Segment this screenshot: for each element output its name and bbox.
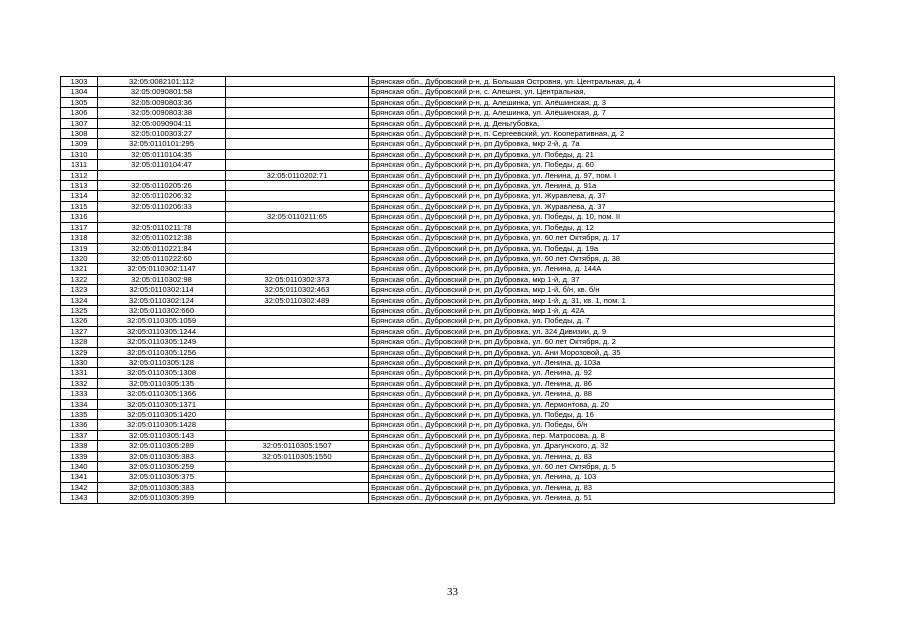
registry-table — [60, 76, 835, 504]
cadastral-number-cell: 32:05:0110305:1244 — [98, 326, 226, 336]
address-cell: Брянская обл., Дубровский р-н, рп Дубровка, ул. Победы, б/н — [369, 420, 835, 430]
table-row — [61, 264, 835, 274]
cadastral-number-cell: 32:05:0110305:375 — [98, 472, 226, 482]
address-cell: Брянская обл., Дубровский р-н, рп Дубровка, ул. 60 лет Октября, д. 17 — [369, 233, 835, 243]
address-cell: Брянская обл., Дубровский р-н, рп Дубровка, ул. Ленина, д. 83 — [369, 482, 835, 492]
page-number: 33 — [447, 586, 458, 598]
address-cell: Брянская обл., Дубровский р-н, рп Дубровка, ул. Журавлева, д. 37 — [369, 191, 835, 201]
cadastral-number-cell: 32:05:0100303:27 — [98, 129, 226, 139]
address-cell: Брянская обл., Дубровский р-н, с. Алешня, ул. Центральная, — [369, 87, 835, 97]
building-cadastral-number-cell — [226, 118, 369, 128]
building-cadastral-number-cell — [226, 420, 369, 430]
cadastral-number-cell: 32:05:0110305:1428 — [98, 420, 226, 430]
cadastral-number-cell — [98, 212, 226, 222]
address-cell: Брянская обл., Дубровский р-н, рп Дубровка, ул. Победы, д. 60 — [369, 160, 835, 170]
cadastral-number-cell: 32:05:0090904:11 — [98, 118, 226, 128]
address-cell: Брянская обл., Дубровский р-н, рп Дубровка, мкр 1-й, д. 37 — [369, 274, 835, 284]
table-row — [61, 368, 835, 378]
row-number-cell: 1320 — [61, 253, 98, 263]
building-cadastral-number-cell — [226, 222, 369, 232]
table-row — [61, 191, 835, 201]
row-number-cell: 1316 — [61, 212, 98, 222]
address-cell: Брянская обл., Дубровский р-н, рп Дубровка, ул. Победы, д. 19а — [369, 243, 835, 253]
address-cell: Брянская обл., Дубровский р-н, рп Дубровка, мкр 2-й, д. 7а — [369, 139, 835, 149]
building-cadastral-number-cell — [226, 389, 369, 399]
row-number-cell: 1332 — [61, 378, 98, 388]
address-cell: Брянская обл., Дубровский р-н, рп Дубровка, ул. Победы, д. 21 — [369, 149, 835, 159]
row-number-cell: 1333 — [61, 389, 98, 399]
cadastral-number-cell: 32:05:0110305:383 — [98, 451, 226, 461]
cadastral-number-cell: 32:05:0090803:38 — [98, 108, 226, 118]
row-number-cell: 1327 — [61, 326, 98, 336]
row-number-cell: 1313 — [61, 181, 98, 191]
cadastral-number-cell: 32:05:0110305:399 — [98, 493, 226, 503]
row-number-cell: 1341 — [61, 472, 98, 482]
cadastral-number-cell: 32:05:0110302:98 — [98, 274, 226, 284]
building-cadastral-number-cell — [226, 493, 369, 503]
building-cadastral-number-cell — [226, 77, 369, 87]
building-cadastral-number-cell — [226, 337, 369, 347]
row-number-cell: 1312 — [61, 170, 98, 180]
building-cadastral-number-cell — [226, 430, 369, 440]
address-cell: Брянская обл., Дубровский р-н, рп Дубровка, мкр 1-й, б/н, кв. б/н — [369, 285, 835, 295]
cadastral-number-cell: 32:05:0110305:1371 — [98, 399, 226, 409]
table-row — [61, 389, 835, 399]
table-row — [61, 201, 835, 211]
building-cadastral-number-cell — [226, 368, 369, 378]
building-cadastral-number-cell — [226, 108, 369, 118]
table-row — [61, 170, 835, 180]
table-row — [61, 441, 835, 451]
address-cell: Брянская обл., Дубровский р-н, рп Дубровка, ул. Ленина, д. 103 — [369, 472, 835, 482]
cadastral-number-cell: 32:05:0110305:135 — [98, 378, 226, 388]
cadastral-number-cell: 32:05:0090803:36 — [98, 97, 226, 107]
table-row — [61, 420, 835, 430]
cadastral-number-cell — [98, 170, 226, 180]
table-row — [61, 410, 835, 420]
row-number-cell: 1321 — [61, 264, 98, 274]
table-row — [61, 77, 835, 87]
cadastral-number-cell: 32:05:0090801:58 — [98, 87, 226, 97]
cadastral-number-cell: 32:05:0110305:259 — [98, 462, 226, 472]
row-number-cell: 1331 — [61, 368, 98, 378]
row-number-cell: 1338 — [61, 441, 98, 451]
address-cell: Брянская обл., Дубровский р-н, рп Дубровка, ул. Ленина, д. 144А — [369, 264, 835, 274]
address-cell: Брянская обл., Дубровский р-н, рп Дубровка, ул. 60 лет Октября, д. 38 — [369, 253, 835, 263]
building-cadastral-number-cell — [226, 129, 369, 139]
address-cell: Брянская обл., Дубровский р-н, рп Дубровка, ул. Ленина, д. 88 — [369, 389, 835, 399]
building-cadastral-number-cell: 32:05:0110302:463 — [226, 285, 369, 295]
building-cadastral-number-cell — [226, 191, 369, 201]
table-row — [61, 212, 835, 222]
table-row — [61, 337, 835, 347]
table-row — [61, 181, 835, 191]
table-row — [61, 222, 835, 232]
table-row — [61, 233, 835, 243]
table-row — [61, 357, 835, 367]
row-number-cell: 1334 — [61, 399, 98, 409]
table-row — [61, 430, 835, 440]
building-cadastral-number-cell — [226, 149, 369, 159]
address-cell: Брянская обл., Дубровский р-н, рп Дубровка, ул. 60 лет Октября, д. 5 — [369, 462, 835, 472]
row-number-cell: 1305 — [61, 97, 98, 107]
building-cadastral-number-cell: 32:05:0110302:373 — [226, 274, 369, 284]
address-cell: Брянская обл., Дубровский р-н, рп Дубровка, ул. Ани Морозовой, д. 35 — [369, 347, 835, 357]
cadastral-number-cell: 32:05:0110305:1256 — [98, 347, 226, 357]
building-cadastral-number-cell — [226, 378, 369, 388]
row-number-cell: 1310 — [61, 149, 98, 159]
building-cadastral-number-cell — [226, 160, 369, 170]
row-number-cell: 1339 — [61, 451, 98, 461]
table-row — [61, 462, 835, 472]
row-number-cell: 1325 — [61, 305, 98, 315]
table-row — [61, 472, 835, 482]
address-cell: Брянская обл., Дубровский р-н, рп Дубровка, ул. Ленина, д. 91а — [369, 181, 835, 191]
row-number-cell: 1314 — [61, 191, 98, 201]
table-row — [61, 139, 835, 149]
row-number-cell: 1326 — [61, 316, 98, 326]
table-row — [61, 378, 835, 388]
table-row — [61, 451, 835, 461]
table-row — [61, 274, 835, 284]
cadastral-number-cell: 32:05:0110302:1147 — [98, 264, 226, 274]
address-cell: Брянская обл., Дубровский р-н, рп Дубровка, пер. Матросова, д. 8 — [369, 430, 835, 440]
building-cadastral-number-cell — [226, 305, 369, 315]
building-cadastral-number-cell: 32:05:0110211:65 — [226, 212, 369, 222]
row-number-cell: 1315 — [61, 201, 98, 211]
address-cell: Брянская обл., Дубровский р-н, рп Дубровка, ул. Ленина, д. 103а — [369, 357, 835, 367]
row-number-cell: 1304 — [61, 87, 98, 97]
address-cell: Брянская обл., Дубровский р-н, д. Деньгубовка, — [369, 118, 835, 128]
building-cadastral-number-cell — [226, 181, 369, 191]
table-row — [61, 108, 835, 118]
address-cell: Брянская обл., Дубровский р-н, рп Дубровка, ул. Ленина, д. 51 — [369, 493, 835, 503]
address-cell: Брянская обл., Дубровский р-н, рп Дубровка, ул. Драгунского, д. 32 — [369, 441, 835, 451]
address-cell: Брянская обл., Дубровский р-н, рп Дубровка, мкр 1-й, д. 42А — [369, 305, 835, 315]
cadastral-number-cell: 32:05:0110221:84 — [98, 243, 226, 253]
building-cadastral-number-cell — [226, 264, 369, 274]
building-cadastral-number-cell — [226, 326, 369, 336]
address-cell: Брянская обл., Дубровский р-н, д. Большая Островня, ул. Центральная, д. 4 — [369, 77, 835, 87]
row-number-cell: 1309 — [61, 139, 98, 149]
cadastral-number-cell: 32:05:0110101:295 — [98, 139, 226, 149]
building-cadastral-number-cell: 32:05:0110302:489 — [226, 295, 369, 305]
table-row — [61, 149, 835, 159]
cadastral-number-cell: 32:05:0110302:660 — [98, 305, 226, 315]
row-number-cell: 1340 — [61, 462, 98, 472]
address-cell: Брянская обл., Дубровский р-н, рп Дубровка, ул. 324 Дивизии, д. 9 — [369, 326, 835, 336]
cadastral-number-cell: 32:05:0110305:1308 — [98, 368, 226, 378]
building-cadastral-number-cell — [226, 253, 369, 263]
table-row — [61, 482, 835, 492]
address-cell: Брянская обл., Дубровский р-н, рп Дубровка, ул. Победы, д. 7 — [369, 316, 835, 326]
building-cadastral-number-cell — [226, 482, 369, 492]
address-cell: Брянская обл., Дубровский р-н, рп Дубровка, мкр 1-й, д. 31, кв. 1, пом. 1 — [369, 295, 835, 305]
table-row — [61, 243, 835, 253]
address-cell: Брянская обл., Дубровский р-н, рп Дубровка, ул. Журавлева, д. 37 — [369, 201, 835, 211]
cadastral-number-cell: 32:05:0110305:1420 — [98, 410, 226, 420]
row-number-cell: 1329 — [61, 347, 98, 357]
building-cadastral-number-cell — [226, 201, 369, 211]
table-row — [61, 285, 835, 295]
cadastral-number-cell: 32:05:0110305:1059 — [98, 316, 226, 326]
cadastral-number-cell: 32:05:0110302:114 — [98, 285, 226, 295]
table-row — [61, 129, 835, 139]
table-row — [61, 316, 835, 326]
row-number-cell: 1336 — [61, 420, 98, 430]
cadastral-number-cell: 32:05:0110305:383 — [98, 482, 226, 492]
row-number-cell: 1328 — [61, 337, 98, 347]
table-row — [61, 326, 835, 336]
cadastral-number-cell: 32:05:0110205:26 — [98, 181, 226, 191]
building-cadastral-number-cell: 32:05:0110305:1507 — [226, 441, 369, 451]
table-row — [61, 305, 835, 315]
building-cadastral-number-cell — [226, 357, 369, 367]
row-number-cell: 1303 — [61, 77, 98, 87]
cadastral-number-cell: 32:05:0110206:33 — [98, 201, 226, 211]
row-number-cell: 1335 — [61, 410, 98, 420]
row-number-cell: 1323 — [61, 285, 98, 295]
address-cell: Брянская обл., Дубровский р-н, рп Дубровка, ул. Лермонтова, д. 20 — [369, 399, 835, 409]
building-cadastral-number-cell — [226, 410, 369, 420]
table-row — [61, 118, 835, 128]
address-cell: Брянская обл., Дубровский р-н, д. Алешинка, ул. Алёшинская, д. 3 — [369, 97, 835, 107]
table-row — [61, 253, 835, 263]
address-cell: Брянская обл., Дубровский р-н, рп Дубровка, ул. Ленина, д. 92 — [369, 368, 835, 378]
cadastral-number-cell: 32:05:0110206:32 — [98, 191, 226, 201]
cadastral-number-cell: 32:05:0110212:38 — [98, 233, 226, 243]
cadastral-number-cell: 32:05:0110305:289 — [98, 441, 226, 451]
address-cell: Брянская обл., Дубровский р-н, д. Алешинка, ул. Алёшинская, д. 7 — [369, 108, 835, 118]
cadastral-number-cell: 32:05:0110305:1366 — [98, 389, 226, 399]
cadastral-number-cell: 32:05:0110104:47 — [98, 160, 226, 170]
building-cadastral-number-cell — [226, 139, 369, 149]
address-cell: Брянская обл., Дубровский р-н, рп Дубровка, ул. Ленина, д. 83 — [369, 451, 835, 461]
cadastral-number-cell: 32:05:0082101:112 — [98, 77, 226, 87]
address-cell: Брянская обл., Дубровский р-н, рп Дубровка, ул. Ленина, д. 86 — [369, 378, 835, 388]
building-cadastral-number-cell: 32:05:0110202:71 — [226, 170, 369, 180]
table-row — [61, 295, 835, 305]
building-cadastral-number-cell — [226, 97, 369, 107]
table-row — [61, 160, 835, 170]
building-cadastral-number-cell — [226, 243, 369, 253]
building-cadastral-number-cell — [226, 462, 369, 472]
cadastral-number-cell: 32:05:0110302:124 — [98, 295, 226, 305]
row-number-cell: 1330 — [61, 357, 98, 367]
address-cell: Брянская обл., Дубровский р-н, п. Сергеевский, ул. Кооперативная, д. 2 — [369, 129, 835, 139]
address-cell: Брянская обл., Дубровский р-н, рп Дубровка, ул. Победы, д. 12 — [369, 222, 835, 232]
row-number-cell: 1307 — [61, 118, 98, 128]
cadastral-number-cell: 32:05:0110305:128 — [98, 357, 226, 367]
cadastral-number-cell: 32:05:0110222:60 — [98, 253, 226, 263]
table-row — [61, 87, 835, 97]
registry-table-body — [61, 77, 835, 504]
address-cell: Брянская обл., Дубровский р-н, рп Дубровка, ул. 60 лет Октября, д. 2 — [369, 337, 835, 347]
row-number-cell: 1324 — [61, 295, 98, 305]
building-cadastral-number-cell: 32:05:0110305:1550 — [226, 451, 369, 461]
building-cadastral-number-cell — [226, 87, 369, 97]
table-row — [61, 97, 835, 107]
address-cell: Брянская обл., Дубровский р-н, рп Дубровка, ул. Победы, д. 16 — [369, 410, 835, 420]
table-row — [61, 347, 835, 357]
row-number-cell: 1337 — [61, 430, 98, 440]
address-cell: Брянская обл., Дубровский р-н, рп Дубровка, ул. Победы, д. 10, пом. II — [369, 212, 835, 222]
building-cadastral-number-cell — [226, 399, 369, 409]
building-cadastral-number-cell — [226, 316, 369, 326]
row-number-cell: 1322 — [61, 274, 98, 284]
row-number-cell: 1308 — [61, 129, 98, 139]
row-number-cell: 1318 — [61, 233, 98, 243]
row-number-cell: 1319 — [61, 243, 98, 253]
building-cadastral-number-cell — [226, 472, 369, 482]
cadastral-number-cell: 32:05:0110305:143 — [98, 430, 226, 440]
row-number-cell: 1311 — [61, 160, 98, 170]
cadastral-number-cell: 32:05:0110104:35 — [98, 149, 226, 159]
cadastral-number-cell: 32:05:0110305:1249 — [98, 337, 226, 347]
row-number-cell: 1306 — [61, 108, 98, 118]
table-row — [61, 399, 835, 409]
row-number-cell: 1342 — [61, 482, 98, 492]
row-number-cell: 1343 — [61, 493, 98, 503]
row-number-cell: 1317 — [61, 222, 98, 232]
building-cadastral-number-cell — [226, 233, 369, 243]
table-row — [61, 493, 835, 503]
address-cell: Брянская обл., Дубровский р-н, рп Дубровка, ул. Ленина, д. 97, пом. I — [369, 170, 835, 180]
building-cadastral-number-cell — [226, 347, 369, 357]
cadastral-number-cell: 32:05:0110211:78 — [98, 222, 226, 232]
